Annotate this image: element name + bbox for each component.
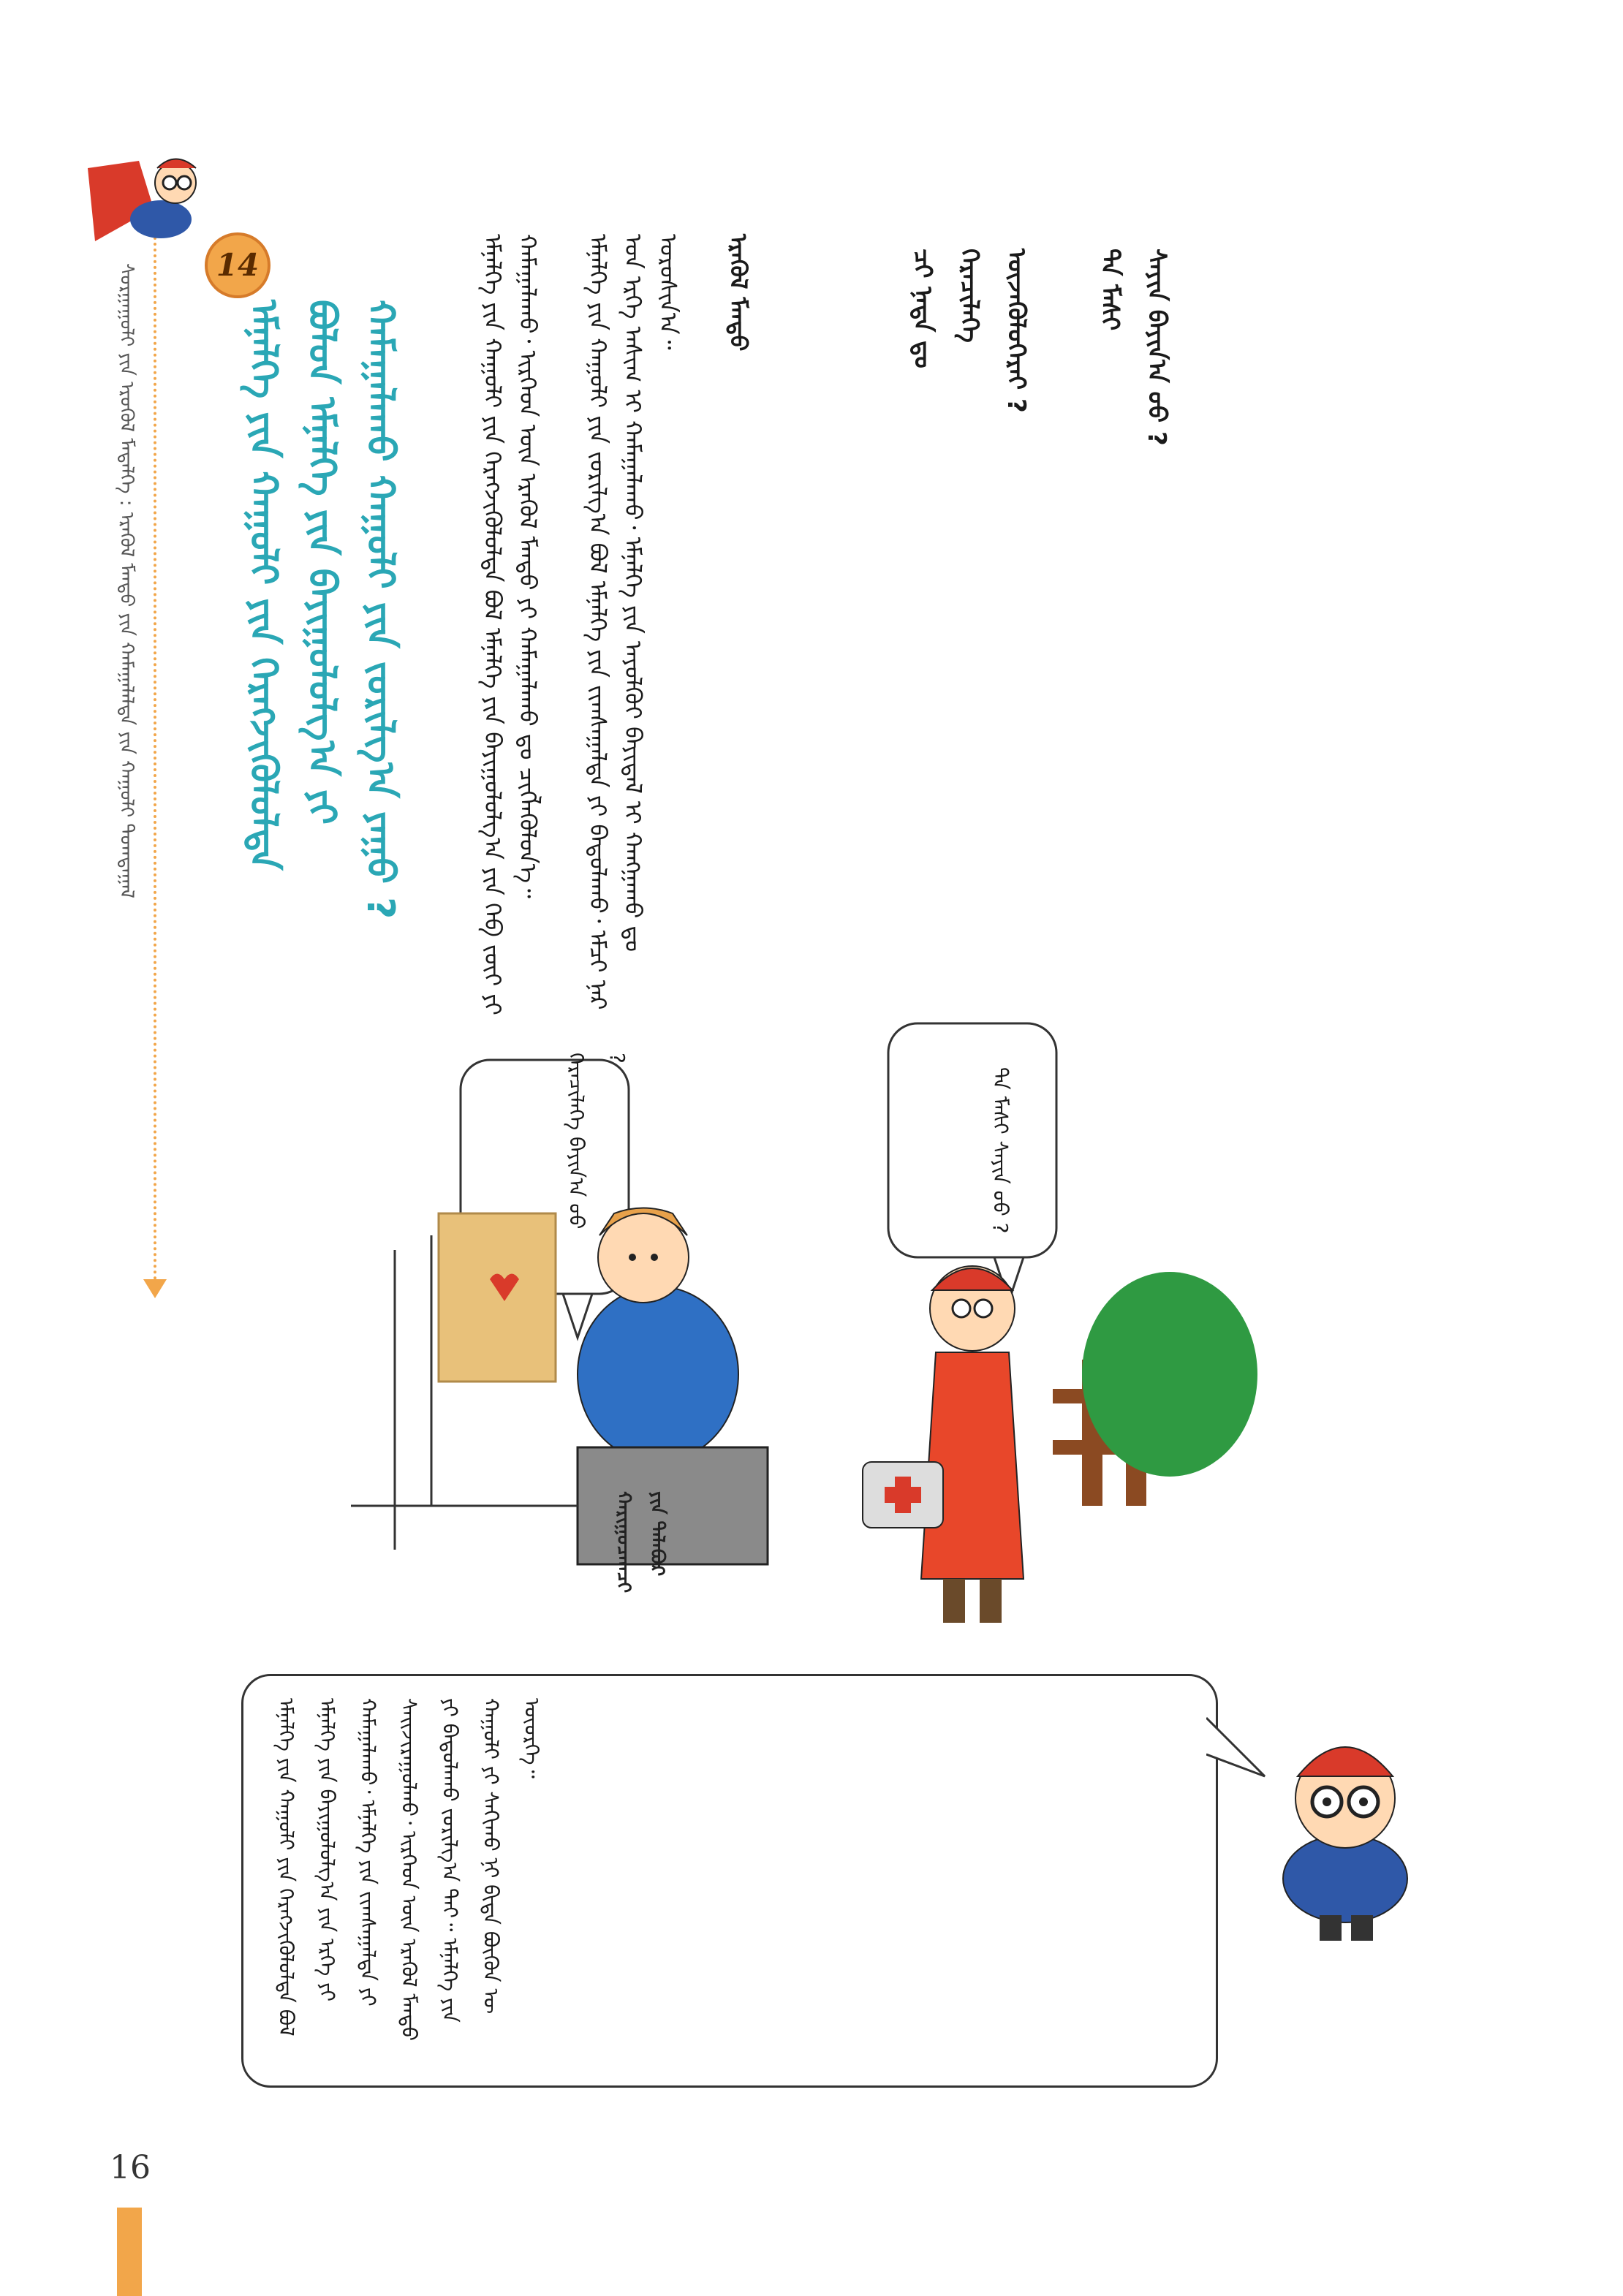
caption-line: ᠭᠡᠷᠡᠴᠢᠯᠡᠭᠡ	[955, 249, 984, 343]
flying-boy-mascot	[73, 139, 219, 263]
header-dotted-line	[154, 219, 156, 1287]
clinic-scene-illustration	[351, 994, 1360, 1725]
body-closing-label: ᠡᠷᠡᠭᠦᠯ ᠮᠡᠨᠳᠦ	[725, 234, 752, 352]
clerk-bubble-text: ᠭᠡᠷᠡᠴᠢᠯᠡᠭᠡ ᠪᠠᠶᠢᠨ᠎ᠠ ᠤᠤ ?	[564, 1053, 629, 1230]
page-accent-bar	[117, 2208, 142, 2296]
title-line: ᠪᠣᠯᠤᠨ ᠡᠮᠨᠡᠯᠭᠡ ᠶᠢᠨ ᠪᠠᠶᠢᠭᠤᠯᠤᠯᠭ᠎ᠠ ᠶᠢ	[300, 300, 344, 825]
boy-bubble-text: ᠡᠮᠨᠡᠯᠭᠡ ᠶᠢᠨ ᠬᠠᠭᠤᠯᠢ ᠶᠢᠨ ᠬᠡᠷᠡᠭᠵᠢᠭᠦᠯᠦᠯᠲᠡ ᠪᠣᠯ ᠡᠮᠨᠡᠯᠭᠡ ᠶᠢᠨ ᠪᠠᠶᠢᠭᠤᠯᠤᠯᠭ᠎ᠠ ᠶᠢᠨ ᠡᠷᠬᠡ ᠶᠢ ᠬᠠᠮᠠᠭᠠᠯᠠᠬᠤ᠂ ᠡᠮᠨᠡᠯᠭᠡ ᠶᠢᠨ ᠵᠢᠭᠰᠠᠭᠠᠯᠲᠠ ᠶᠢ ᠰᠠᠢᠵᠢᠷᠠᠭᠤᠯᠬᠤ᠂ ᠢᠷᠭᠡᠳ ᠦᠨ ᠡᠷᠡᠭᠦᠯ ᠮᠡᠨᠳᠦ ᠶᠢ ᠪᠠᠲᠤᠯᠠᠬᠤ ᠵᠣᠷᠢᠯᠭ᠎ᠠ ᠲᠠᠢ᠃ ᠡᠮᠨᠡᠯᠭᠡ ᠶᠢᠨ ᠬᠠᠭᠤᠯᠢ ᠶᠢ ᠰᠠᠬᠢᠬᠤ ᠨᠢ ᠪᠢᠳᠡ ᠪᠦᠬᠦᠨ ᠦ ᠦᠦᠷᠭᠡ᠃	[274, 1698, 544, 2042]
reception-desk	[351, 1447, 768, 1564]
boy-speech-bubble	[241, 1674, 1218, 2088]
caption-block	[899, 249, 1180, 1038]
doctor-character	[921, 1266, 1024, 1623]
body-text	[475, 234, 756, 1023]
mascot-body	[130, 200, 192, 238]
fence-and-tree	[1053, 1272, 1257, 1506]
caption-line: ᠴᠢ ᠨᠠᠳᠠ ᠳᠤ	[908, 249, 937, 368]
caption-line: ᠰᠠᠶᠢᠨ ᠪᠠᠶᠢᠨ᠎ᠠ ᠤᠤ ?	[1142, 249, 1171, 446]
page-number: 16	[110, 2149, 151, 2186]
title-line: ᠡᠮᠨᠡᠯᠭᠡ ᠶᠢᠨ ᠬᠠᠭᠤᠯᠢ ᠶᠢᠨ ᠬᠡᠷᠡᠭᠵᠢᠭᠦᠯᠦᠯᠲᠡ	[241, 300, 285, 871]
body-paragraph: ᠡᠮᠨᠡᠯᠭᠡ ᠶᠢᠨ ᠬᠠᠭᠤᠯᠢ ᠶᠢᠨ ᠵᠣᠷᠢᠯᠭ᠎ᠠ ᠪᠣᠯ ᠡᠮᠨᠡᠯᠭᠡ ᠶᠢᠨ ᠵᠢᠭᠰᠠᠭᠠᠯᠲᠠ ᠶᠢ ᠪᠠᠲᠤᠯᠠᠬᠤ᠂ ᠡᠮᠴᠢ ᠨᠠᠷ ᠤᠨ ᠡᠷᠬᠡ ᠠᠰᠢᠭ ᠢ ᠬᠠᠮᠠᠭᠠᠯᠠᠬᠤ᠂ ᠡᠮᠨᠡᠯᠭᠡ ᠶᠢᠨ ᠠᠶᠤᠯᠭᠦᠢ ᠪᠠᠶᠢᠳᠠᠯ ᠢ ᠬᠠᠩᠭᠠᠬᠤ ᠳᠤ ᠤᠷᠤᠰᠢᠨ᠎ᠠ᠃	[584, 234, 682, 1010]
running-header: ᠰᠤᠷᠭᠠᠭᠤᠯᠢ ᠶᠢᠨ ᠡᠷᠦᠬᠦᠯ ᠮᠡᠳᠡᠯᠭᠡ : ᠡᠷᠡᠭᠦᠯ ᠮᠡᠨᠳᠦ ᠶᠢᠨ ᠬᠠᠮᠠᠭᠠᠯᠠᠯᠲᠠ ᠶᠢᠨ ᠬᠠᠭᠤᠯᠢ ᠲᠣᠭᠲᠠᠭᠠᠯ	[116, 263, 137, 898]
medical-kit-icon	[863, 1462, 943, 1528]
title-line: ᠬᠠᠮᠠᠭᠠᠯᠠᠬᠤ ᠬᠠᠭᠤᠯᠢ ᠶᠢᠨ ᠵᠣᠷᠢᠯᠭ᠎ᠠ ᠶᠠᠭᠤ ?	[358, 300, 402, 920]
boy-character	[1257, 1725, 1433, 1944]
header-arrow-marker	[143, 1279, 167, 1298]
doctor-bubble-text: ᠲᠠ ᠮᠠᠰᠢ ᠰᠠᠶᠢᠨ ᠤᠤ ?	[988, 1067, 1013, 1234]
lesson-number-badge: 14	[205, 232, 270, 298]
desk-sign: ᠬᠠᠷᠢᠭᠤᠴᠠᠭᠴᠢ ᠶᠢᠨ ᠲᠠᠯᠠᠪᠤᠷ	[613, 1491, 668, 1594]
caption-line: ᠲᠠ ᠮᠠᠰᠢ	[1095, 249, 1124, 331]
body-paragraph: ᠡᠮᠨᠡᠯᠭᠡ ᠶᠢᠨ ᠬᠠᠭᠤᠯᠢ ᠶᠢᠨ ᠬᠡᠷᠡᠭᠵᠢᠭᠦᠯᠦᠯᠲᠡ ᠪᠣᠯ ᠡᠮᠨᠡᠯᠭᠡ ᠶᠢᠨ ᠪᠠᠶᠢᠭᠤᠯᠤᠯᠭ᠎ᠠ ᠶᠢᠨ ᠬᠡᠪ ᠵᠦᠢ ᠶᠢ ᠬᠠᠮᠠᠭᠠᠯᠠᠬᠤ᠂ ᠢᠷᠭᠡᠳ ᠦᠨ ᠡᠷᠡᠭᠦᠯ ᠮᠡᠨᠳᠦ ᠶᠢ ᠬᠠᠮᠠᠭᠠᠯᠠᠬᠤ ᠳᠤ ᠴᠢᠭᠯᠡᠭᠦᠯᠦᠨ᠎ᠡ᠃	[479, 234, 542, 1015]
mascot-hat	[157, 159, 196, 169]
doctor-speech-bubble	[888, 1023, 1056, 1301]
clerk-character	[578, 1208, 738, 1463]
wall-notice-board	[439, 1213, 556, 1382]
mascot-glasses-left	[163, 176, 176, 189]
mascot-glasses-right	[178, 176, 191, 189]
lesson-title	[234, 300, 409, 1031]
caption-line: ᠦᠵᠡᠭᠦᠯᠦᠭᠡᠷᠡᠢ ?	[1002, 249, 1031, 413]
